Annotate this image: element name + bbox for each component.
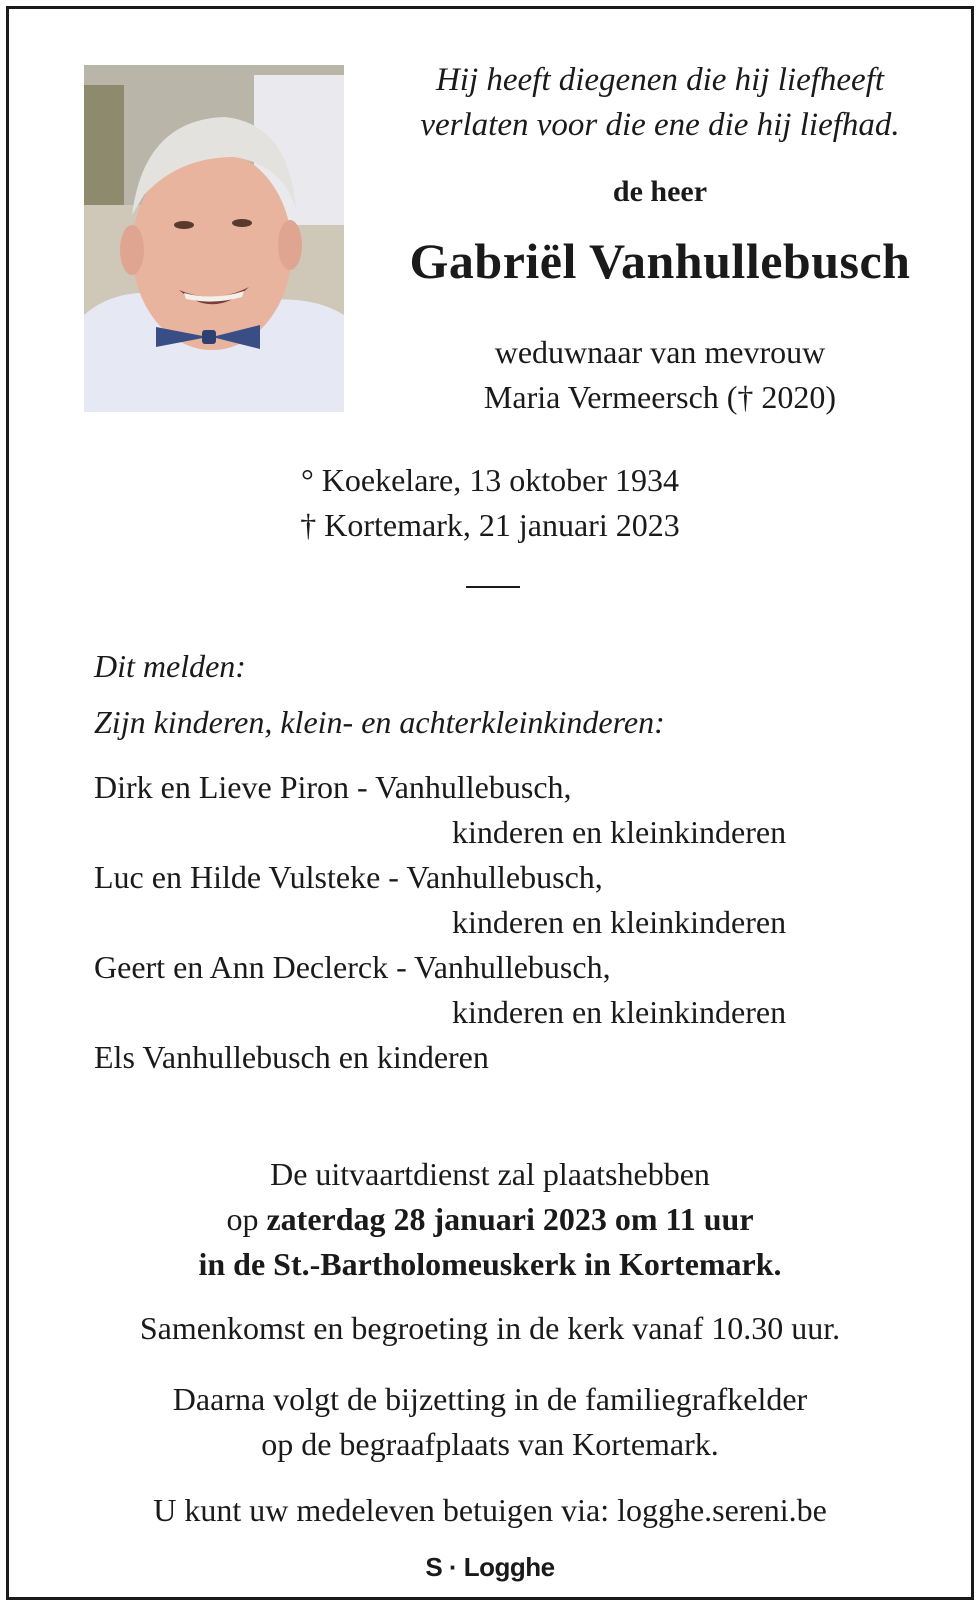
birth-date: ° Koekelare, 13 oktober 1934 bbox=[300, 462, 679, 498]
family-member-sub: kinderen en kleinkinderen bbox=[452, 994, 787, 1030]
family-member: Dirk en Lieve Piron - Vanhullebusch, bbox=[94, 769, 572, 805]
service-location bbox=[0, 1242, 980, 1287]
burial-info bbox=[0, 1377, 980, 1467]
family-list bbox=[94, 765, 894, 1080]
family-member: Luc en Hilde Vulsteke - Vanhullebusch, bbox=[94, 859, 603, 895]
life-dates bbox=[0, 458, 980, 548]
funeral-home-logo: S · Logghe bbox=[425, 1552, 555, 1582]
honorific: de heer bbox=[612, 175, 708, 208]
family-member: Els Vanhullebusch en kinderen bbox=[94, 1039, 489, 1075]
divider bbox=[466, 586, 520, 588]
condolences-link: U kunt uw medeleven betuigen via: logghe.sereni.be bbox=[153, 1492, 827, 1528]
service-date: zaterdag 28 januari 2023 om 11 uur bbox=[266, 1201, 754, 1237]
family-member-sub: kinderen en kleinkinderen bbox=[452, 814, 787, 850]
family-member: Geert en Ann Declerck - Vanhullebusch, bbox=[94, 949, 611, 985]
announcement-line: Zijn kinderen, klein- en achterkleinkinderen: bbox=[94, 704, 665, 740]
announcement-line: Dit melden: bbox=[94, 648, 246, 684]
quote-line: Hij heeft diegenen die hij liefheeft bbox=[435, 62, 885, 98]
family-member-sub: kinderen en kleinkinderen bbox=[452, 904, 787, 940]
service-line: De uitvaartdienst zal plaatshebben bbox=[270, 1156, 710, 1192]
quote-line: verlaten voor die ene die hij liefhad. bbox=[420, 107, 900, 143]
church-name: in de St.-Bartholomeuskerk in Kortemark. bbox=[198, 1246, 782, 1282]
announcement bbox=[94, 638, 665, 750]
service-line bbox=[0, 1197, 980, 1242]
quote bbox=[400, 58, 920, 148]
burial-line: Daarna volgt de bijzetting in de familiegrafkelder bbox=[172, 1381, 808, 1417]
death-date: † Kortemark, 21 januari 2023 bbox=[300, 507, 680, 543]
widow-info bbox=[400, 330, 920, 420]
burial-line: op de begraafplaats van Kortemark. bbox=[261, 1426, 719, 1462]
service-prefix: op bbox=[226, 1201, 267, 1237]
gathering-info: Samenkomst en begroeting in de kerk vanaf 10.30 uur. bbox=[139, 1310, 841, 1346]
widow-line: Maria Vermeersch († 2020) bbox=[483, 379, 837, 415]
funeral-service bbox=[0, 1152, 980, 1287]
portrait-photo bbox=[84, 65, 344, 412]
widow-line: weduwnaar van mevrouw bbox=[494, 334, 826, 370]
deceased-name: Gabriël Vanhullebusch bbox=[409, 233, 911, 289]
